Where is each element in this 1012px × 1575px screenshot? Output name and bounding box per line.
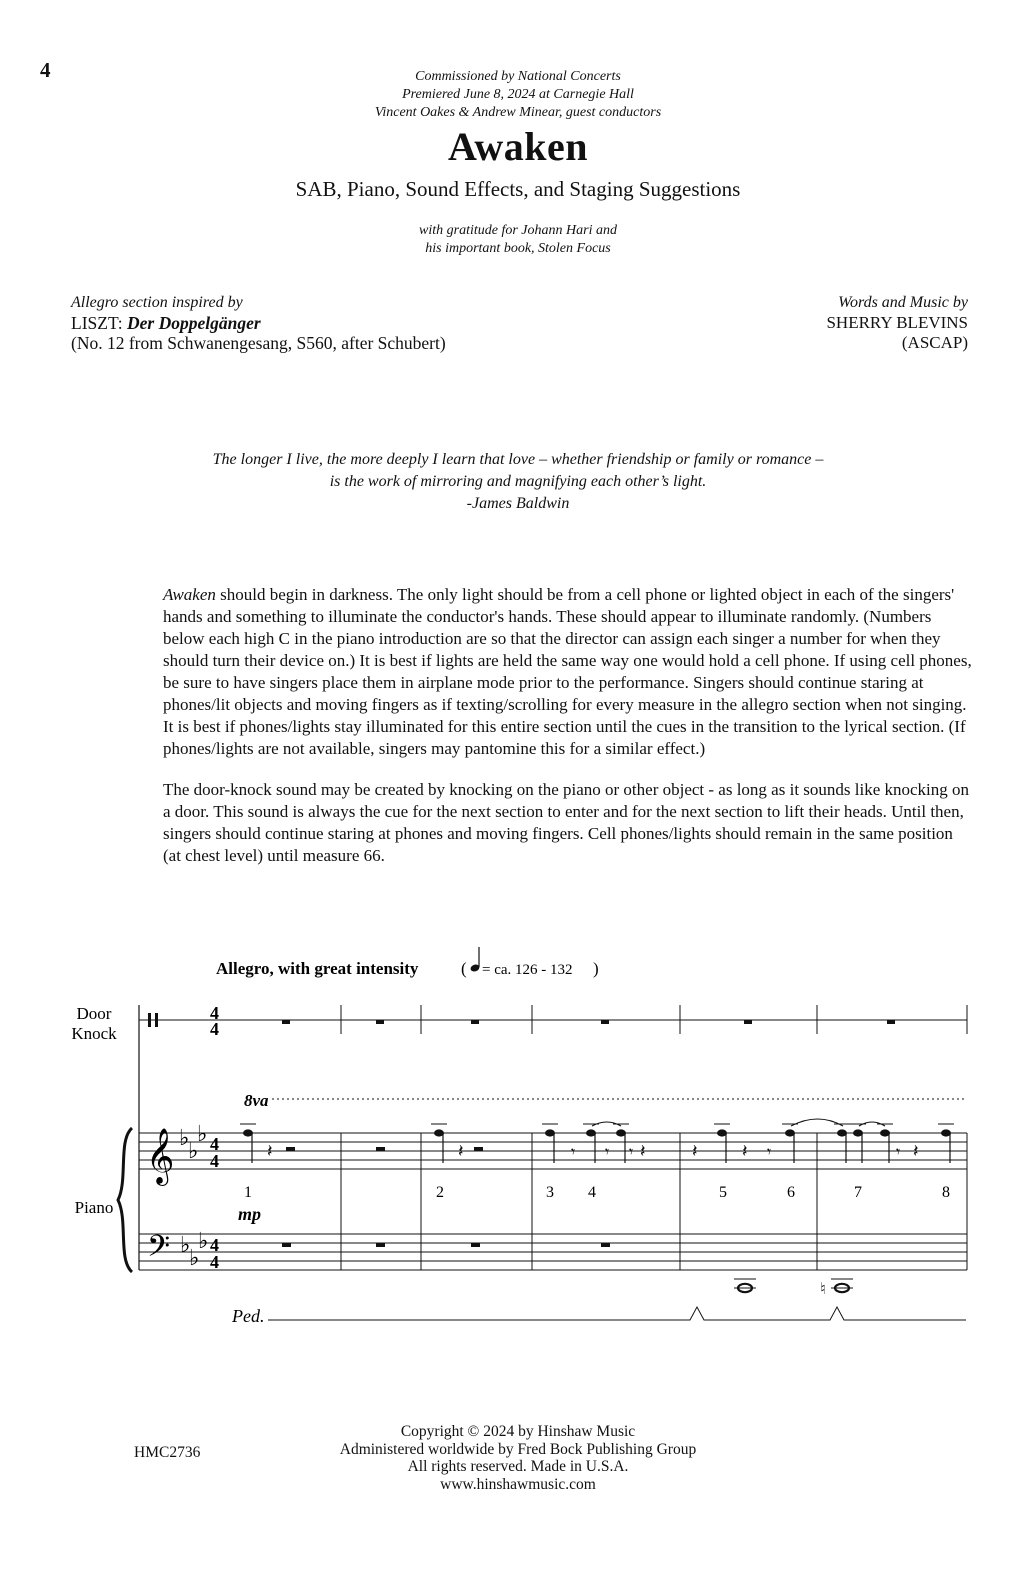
page-title: Awaken [447, 124, 589, 169]
dynamic-marking: mp [238, 1204, 262, 1224]
credits-line: Words and Music by [838, 294, 968, 311]
flat-icon: ♭ [197, 1121, 208, 1146]
page-number: 4 [40, 58, 51, 82]
staff-label-door-knock: Door [76, 1004, 112, 1023]
singer-number: 4 [588, 1184, 596, 1201]
treble-clef-icon: 𝄞 [146, 1130, 175, 1183]
epigraph-line: The longer I live, the more deeply I learn that love – whether friendship or family or romance – [212, 451, 824, 468]
footer-line: Administered worldwide by Fred Bock Publishing Group [339, 1440, 697, 1458]
note-head [782, 1124, 798, 1163]
notes-title-word: Awaken [163, 585, 216, 604]
singer-number: 8 [942, 1184, 950, 1201]
half-rest-icon [286, 1147, 483, 1151]
commission-line: Vincent Oakes & Andrew Minear, guest conductors [374, 105, 662, 120]
time-signature-top: 4 [210, 1003, 219, 1023]
whole-rest-icon [282, 1243, 610, 1247]
natural-icon: ♮ [820, 1281, 826, 1298]
tempo-value: = ca. 126 - 132 [482, 962, 573, 978]
note-head [834, 1124, 866, 1163]
singer-number: 2 [436, 1184, 444, 1201]
svg-text:𝄾: 𝄾 [605, 1144, 610, 1161]
singer-number: 5 [719, 1184, 727, 1201]
note-head [583, 1124, 599, 1163]
staff-label-piano: Piano [74, 1198, 114, 1217]
singer-number: 7 [854, 1184, 862, 1201]
tempo-paren-close: ) [593, 959, 599, 978]
commission-line: Premiered June 8, 2024 at Carnegie Hall [402, 87, 634, 102]
singer-number: 1 [244, 1184, 252, 1201]
epigraph-attribution: -James Baldwin [466, 495, 570, 512]
bass-clef-icon: 𝄢 [147, 1230, 171, 1270]
note-head [613, 1124, 629, 1163]
svg-text:𝄽: 𝄽 [742, 1141, 748, 1161]
tempo-paren-open: ( [461, 959, 467, 978]
singer-number: 6 [787, 1184, 795, 1201]
credits-affiliation: (ASCAP) [901, 333, 968, 352]
composer-name: SHERRY BLEVINS [826, 313, 968, 332]
ties [592, 1119, 885, 1126]
flat-icon: ♭ [188, 1138, 199, 1163]
svg-text:𝄽: 𝄽 [267, 1141, 273, 1161]
pedal-marking: Ped. [232, 1306, 265, 1326]
flat-icon: ♭ [180, 1232, 191, 1257]
footer-line: All rights reserved. Made in U.S.A. [407, 1458, 629, 1475]
bass-staff [139, 1234, 967, 1270]
tempo-text: Allegro, with great intensity [216, 959, 419, 978]
notes-text: should begin in darkness. The only light should be from a cell phone or lighted object in each of the singers' hands and something to illuminate the conductor's hands. These should appear to illuminate randomly. (Numbers below each high C in the piano introduction are so that the director can assign each singer a number for when they should turn their device on.) It is best if lights are held the same way one would hold a cell phone. If using cell phones, be sure to have singers place them in airplane mode prior to the performance. Singers should continue staring at phones/lit objects and moving fingers as if texting/scrolling for every measure in the allegro section when not singing. It is best if phones/lights stay illuminated for this entire section until the cues in the transition to the lyrical section. (If phones/lights are not available, singers may pantomine this for a similar effect.) [163, 585, 972, 758]
piano-brace [118, 1128, 132, 1272]
svg-text:𝄽: 𝄽 [913, 1141, 919, 1161]
singer-numbers [244, 1184, 950, 1201]
commission-line: Commissioned by National Concerts [415, 69, 621, 84]
inspiration-title: Der Doppelgänger [127, 313, 261, 333]
pedal-line [268, 1307, 966, 1320]
svg-text:𝄾: 𝄾 [767, 1144, 772, 1161]
whole-rest-icon [282, 1020, 895, 1024]
epigraph-line: is the work of mirroring and magnifying each other’s light. [329, 473, 707, 490]
note-head [714, 1124, 730, 1163]
inspiration-line: (No. 12 from Schwanengesang, S560, after Schubert) [71, 333, 446, 353]
footer-line: Copyright © 2024 by Hinshaw Music [400, 1423, 636, 1440]
time-signature-bottom: 4 [210, 1019, 219, 1039]
svg-text:𝄾: 𝄾 [571, 1144, 576, 1161]
svg-text:𝄾: 𝄾 [896, 1144, 901, 1161]
singer-number: 3 [546, 1184, 554, 1201]
quarter-note-icon [470, 947, 481, 973]
inspiration-composer: LISZT: [71, 313, 127, 333]
svg-text:𝄾: 𝄾 [629, 1144, 634, 1161]
treble-staff [139, 1133, 967, 1169]
staff-label-door-knock: Knock [71, 1024, 117, 1043]
note-head [431, 1124, 447, 1163]
svg-text:𝄽: 𝄽 [640, 1141, 646, 1161]
flat-icon: ♭ [179, 1125, 190, 1150]
time-signature-bottom: 4 [210, 1151, 219, 1171]
subtitle: SAB, Piano, Sound Effects, and Staging Suggestions [295, 177, 741, 201]
svg-text:𝄽: 𝄽 [458, 1141, 464, 1161]
bass-whole-notes [734, 1279, 853, 1298]
footer-url: www.hinshawmusic.com [440, 1475, 596, 1493]
time-signature-top: 4 [210, 1134, 219, 1154]
time-signature-bottom: 4 [210, 1252, 219, 1272]
inspiration-line: Allegro section inspired by [71, 294, 243, 311]
dedication-line: with gratitude for Johann Hari and [419, 223, 617, 238]
dedication-line: his important book, Stolen Focus [425, 241, 611, 256]
note-head [542, 1124, 558, 1163]
eighth-rest-icon [571, 1144, 900, 1161]
svg-text:𝄽: 𝄽 [692, 1141, 698, 1161]
note-head [877, 1124, 893, 1163]
ottava-mark: 8va [244, 1091, 269, 1110]
piano-barlines [341, 1133, 967, 1270]
flat-icon: ♭ [198, 1228, 209, 1253]
time-signature-top: 4 [210, 1235, 219, 1255]
note-head [240, 1124, 256, 1163]
treble-notes [240, 1124, 954, 1163]
note-head [938, 1124, 954, 1163]
catalog-number: HMC2736 [134, 1444, 201, 1461]
flat-icon: ♭ [189, 1245, 200, 1270]
notes-paragraph: The door-knock sound may be created by knocking on the piano or other object - as long as it sounds like knocking on a door. This sound is always the cue for the next section to enter and for the next section to lift their heads. Until then, singers should continue staring at phones and moving fingers. Cell phones/lights should remain in the same position (at chest level) until measure 66. [163, 780, 970, 865]
